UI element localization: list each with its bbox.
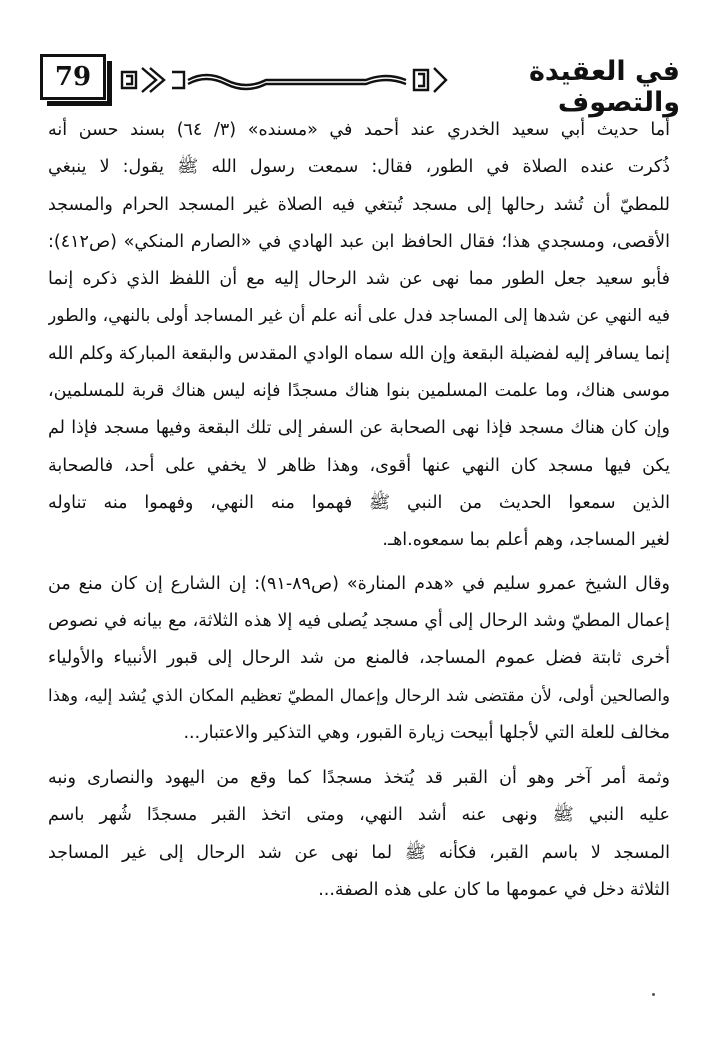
text-line: أما حديث أبي سعيد الخدري عند أحمد في «مسنده» (٣/ ٦٤) بسند حسن أنه xyxy=(48,120,670,140)
text-line: وإن كان هناك مسجد فإذا نهى الصحابة عن السفر إلى تلك البقعة وفيها مسجد فإذا لم xyxy=(48,418,670,439)
body-text xyxy=(48,112,670,909)
text-line: موسى هناك، وما علمت المسلمين بنوا هناك مسجدًا فإنه ليس هناك قربة للمسلمين، xyxy=(48,381,670,402)
text-line: فأبو سعيد جعل الطور مما نهى عن شد الرحال إليه مع أن اللفظ الذي ذكره إنما xyxy=(48,269,670,290)
book-title: في العقيدة والتصوف xyxy=(528,56,680,118)
stray-mark xyxy=(652,993,655,996)
text-line: إعمال المطيّ وشد الرحال إلى أي مسجد يُصلى فيه إلا هذه الثلاثة، مع بيانه في نصوص xyxy=(48,610,670,631)
page-number: 79 xyxy=(54,62,92,92)
text-line: الأقصى، ومسجدي هذا؛ فقال الحافظ ابن عبد الهادي في «الصارم المنكي» (ص٤١٢): xyxy=(48,231,670,252)
text-line: وثمة أمر آخر وهو أن القبر قد يُتخذ مسجدًا كما وقع من اليهود والنصارى ونبه xyxy=(48,768,670,789)
text-line: ذُكرت عنده الصلاة في الطور، فقال: سمعت رسول الله ﷺ يقول: لا ينبغي xyxy=(48,157,670,178)
header-ornament xyxy=(116,60,452,100)
page-number-box xyxy=(40,54,106,100)
text-line: المسجد لا باسم القبر، فكأنه ﷺ لما نهى عن شد الرحال إلى غير المساجد xyxy=(48,842,670,863)
text-line: فيه النهي عن شدها إلى المساجد فدل على أنه علم أن غير المساجد أولى بالنهي، والطور xyxy=(48,306,670,327)
text-line: عليه النبي ﷺ ونهى عنه أشد النهي، ومتى اتخذ القبر مسجدًا شُهر باسم xyxy=(48,805,670,826)
text-line: الثلاثة دخل في عمومها ما كان على هذه الصفة... xyxy=(318,879,670,900)
text-line: والصالحين أولى، لأن مقتضى شد الرحال وإعمال المطيّ تعظيم المكان الذي يُشد إليه، وهذا xyxy=(48,686,670,706)
text-line: يكن فيها مسجد كان النهي عنها أقوى، وهذا ظاهر لا يخفي على أحد، فالصحابة xyxy=(48,455,670,476)
text-line: وقال الشيخ عمرو سليم في «هدم المنارة» (ص٨٩-٩١): إن الشارع إن كان منع من xyxy=(48,573,670,594)
text-line: للمطيّ أن تُشد رحالها إلى مسجد تُبتغي فيه الصلاة غير المسجد الحرام والمسجد xyxy=(48,194,670,215)
text-line: لغير المساجد، وهم أعلم بما سمعوه.اهـ. xyxy=(382,530,670,551)
text-line: الذين سمعوا الحديث من النبي ﷺ فهموا منه النهي، وفهموا منه تناوله xyxy=(48,492,670,513)
text-line: إنما يسافر إليه لفضيلة البقعة وإن الله سماه الوادي المقدس والبقعة المباركة وكلم الله xyxy=(48,343,670,364)
text-line: مخالف للعلة التي لأجلها أبيحت زيارة القبور، وهي التذكير والاعتبار... xyxy=(183,722,670,743)
text-line: أخرى ثابتة فضل عموم المساجد، فالمنع من شد الرحال إلى قبور الأنبياء والأولياء xyxy=(48,648,670,669)
page-header xyxy=(40,52,680,118)
